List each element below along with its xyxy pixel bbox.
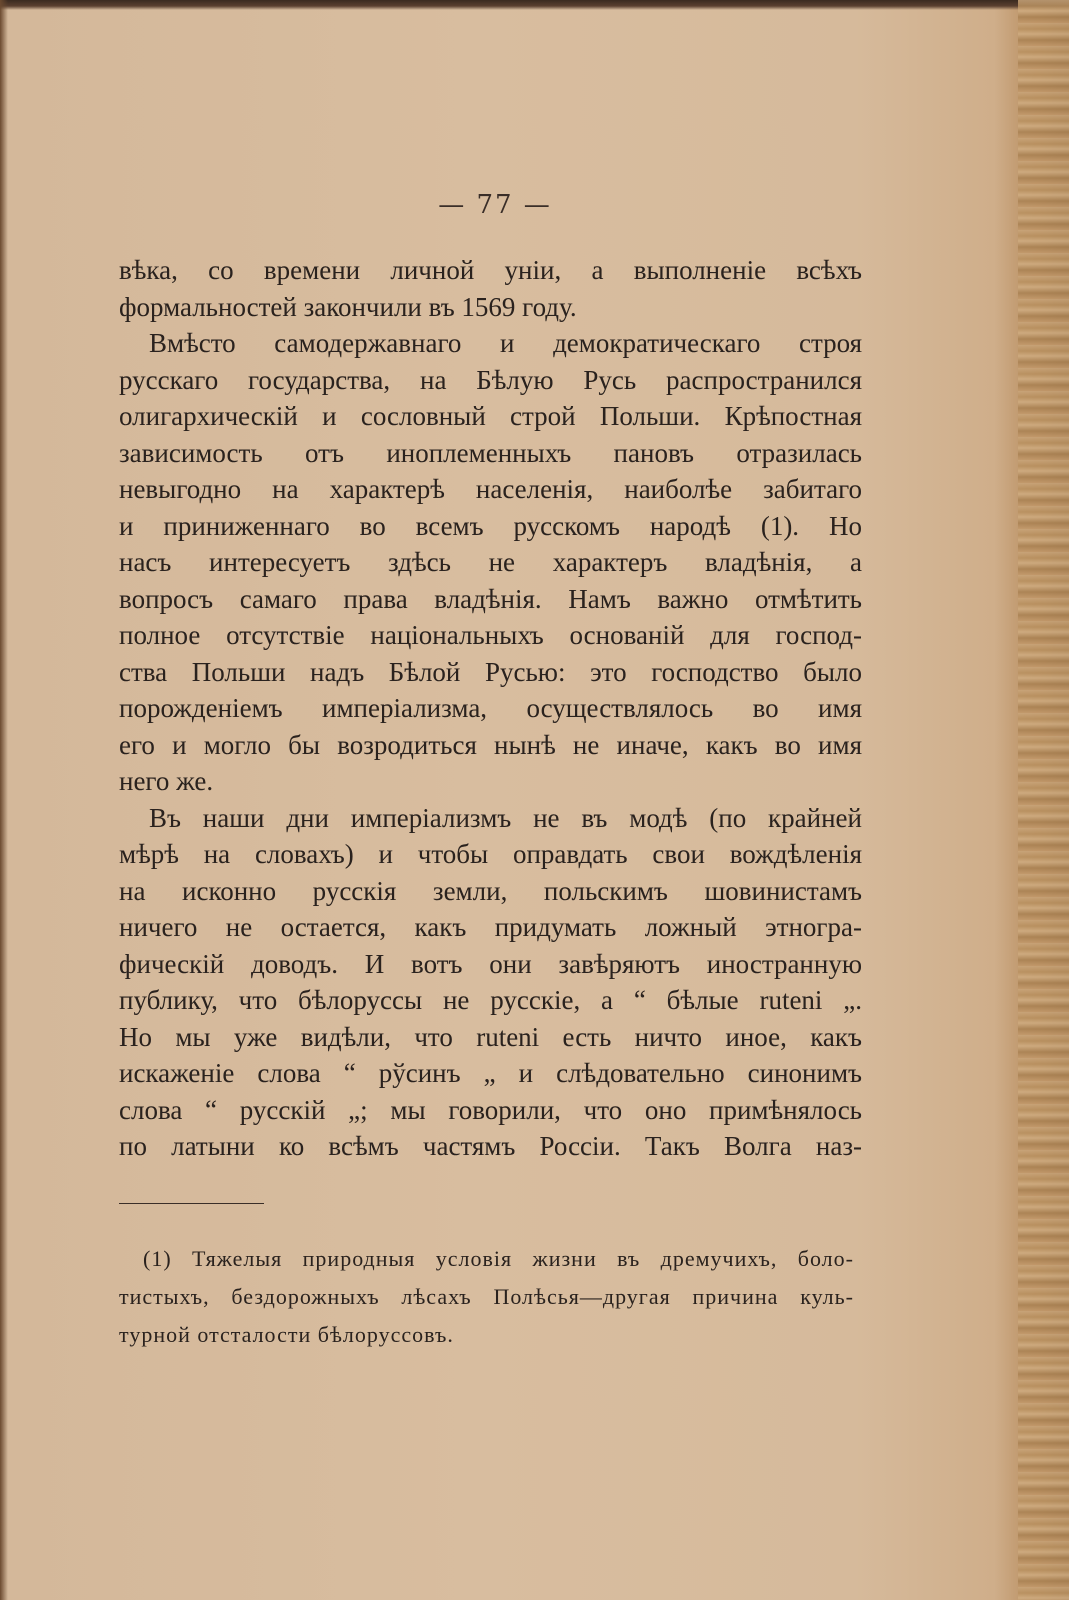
text-line: невыгодно на характерѣ населенія, наиболѣе забитаго [119, 474, 862, 504]
text-line: по латыни ко всѣмъ частямъ Россіи. Такъ Волга наз- [119, 1131, 862, 1161]
text-line: искаженіе слова “ рўсинъ „ и слѣдовательно синонимъ [119, 1058, 862, 1088]
text-line: русскаго государства, на Бѣлую Русь распространился [119, 364, 862, 395]
text-line: слова “ русскій „; мы говорили, что оно примѣнялось [119, 1094, 862, 1125]
text-line: на исконно русскія земли, польскимъ шовинистамъ [119, 875, 862, 906]
text-line: Вмѣсто самодержавнаго и демократическаго строя [149, 328, 862, 358]
text-line: порожденіемъ имперіализма, осуществлялось во имя [119, 693, 862, 723]
text-line: вопросъ самаго права владѣнія. Намъ важно отмѣтить [119, 583, 862, 614]
text-line: ства Польши надъ Бѣлой Русью: это господство было [119, 656, 862, 687]
footnote-line: (1) Тяжелыя природныя условія жизни въ дремучихъ, боло- [143, 1246, 854, 1271]
text-line: полное отсутствіе національныхъ основаній для господ- [119, 620, 862, 650]
footnote-line: тистыхъ, бездорожныхъ лѣсахъ Полѣсья—другая причина куль- [119, 1284, 854, 1309]
footnote [119, 1240, 854, 1354]
text-line: публику, что бѣлоруссы не русскіе, а “ бѣлые rutеni „. [119, 985, 862, 1015]
page-top-edge [0, 0, 1069, 10]
footnote-divider [119, 1203, 264, 1204]
text-line: Но мы уже видѣли, что rutеni есть ничто иное, какъ [119, 1021, 862, 1052]
page-fore-edge [1018, 0, 1069, 1600]
text-line: формальностей закончили въ 1569 году. [119, 291, 577, 322]
text-line: насъ интересуетъ здѣсь не характеръ владѣнія, а [119, 547, 862, 577]
text-line: его и могло бы возродиться нынѣ не иначе, какъ во имя [119, 729, 862, 760]
text-line: ничего не остается, какъ придумать ложный этногра- [119, 912, 862, 942]
text-line: зависимость отъ иноплеменныхъ пановъ отразилась [119, 437, 862, 468]
page-left-edge [0, 0, 8, 1600]
text-line: и приниженнаго во всемъ русскомъ народѣ (1). Но [119, 510, 862, 541]
text-line: фическій доводъ. И вотъ они завѣряютъ иностранную [119, 948, 862, 979]
text-line: мѣрѣ на словахъ) и чтобы оправдать свои вождѣленія [119, 839, 862, 869]
text-line: вѣка, со времени личной уніи, а выполненіе всѣхъ [119, 255, 862, 285]
page-number: — 77 — [438, 190, 552, 220]
footnote-line: турной отсталости бѣлоруссовъ. [119, 1322, 454, 1347]
text-line: Въ наши дни имперіализмъ не въ модѣ (по крайней [149, 802, 862, 833]
text-line: олигархическій и сословный строй Польши. Крѣпостная [119, 401, 862, 431]
text-line: него же. [119, 766, 214, 796]
body-text [119, 252, 862, 1165]
